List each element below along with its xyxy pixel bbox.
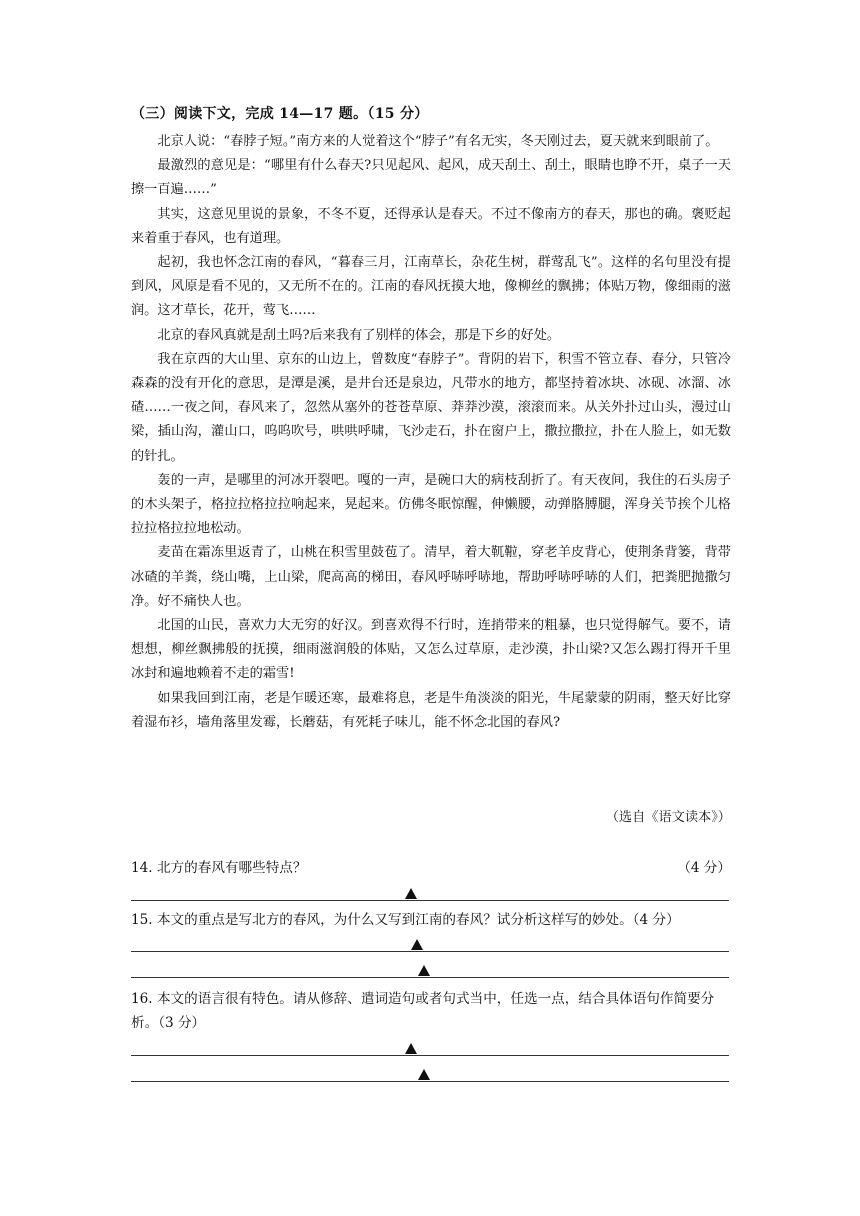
- question-15-text: 15. 本文的重点是写北方的春风，为什么又写到江南的春风？试分析这样写的妙处。（4 分）: [131, 912, 680, 928]
- source-citation: （选自《语文读本》）: [605, 810, 731, 825]
- question-16-text: 16. 本文的语言很有特色。请从修辞、遣词造句或者句式当中，任选一点，结合具体语句作简要分析。（3 分）: [131, 991, 715, 1031]
- question-14-score: （4 分）: [677, 860, 731, 876]
- answer-line-16b[interactable]: [131, 1081, 729, 1082]
- paragraph-7: 轰的一声，是哪里的河冰开裂吧。嘎的一声，是碗口大的病枝刮折了。有天夜间，我住的石头房子的木头架子，格拉拉格拉拉响起来，晃起来。仿佛冬眠惊醒，伸懒腰，动弹胳膊腿，浑身关节挨个儿格拉拉格拉拉地松动。: [131, 472, 731, 537]
- paragraph-9: 北国的山民，喜欢力大无穷的好汉。到喜欢得不行时，连捎带来的粗暴，也只觉得解气。要不，请想想，柳丝飘拂般的抚摸，细雨滋润般的体贴，又怎么过草原，走沙漠，扑山梁?又怎么踢打得开千里冰封和遍地赖着不走的霜雪!: [131, 618, 731, 682]
- paragraph-6: 我在京西的大山里、京东的山边上，曾数度“春脖子”。背阴的岩下，积雪不管立春、春分，只管冷森森的没有开化的意思，是潭是溪，是井台还是泉边，凡带水的地方，都坚持着冰块、冰砚、冰溜、冰碴……一夜之间，春风来了，忽然从塞外的苍苍草原、莽莽沙漠，滚滚而来。从关外扑过山头，漫过山梁，插山沟，灌山口，呜呜吹号，哄哄呼啸，飞沙走石，扑在窗户上，撒拉撒拉，扑在人脸上，如无数的针扎。: [131, 351, 731, 464]
- answer-line-15a[interactable]: [131, 951, 729, 952]
- paragraph-4: 起初，我也怀念江南的春风，“暮春三月，江南草长，杂花生树，群莺乱飞”。这样的名句里没有提到风，风原是看不见的，又无所不在的。江南的春风抚摸大地，像柳丝的飘拂；体贴万物，像细雨的滋润。这才草长，花开，莺飞……: [131, 255, 731, 319]
- answer-marker-icon: [418, 1069, 430, 1080]
- paragraph-8: 麦苗在霜冻里返青了，山桃在积雪里鼓苞了。清早，着大靰鞡，穿老羊皮背心，使荆条背篓，背带冰碴的羊粪，绕山嘴，上山梁，爬高高的梯田，春风呼哧呼哧地，帮助呼哧呼哧的人们，把粪肥抛撒匀净。好不痛快人也。: [131, 545, 731, 609]
- answer-marker-icon: [411, 939, 423, 950]
- paragraph-3: 其实，这意见里说的景象，不冬不夏，还得承认是春天。不过不像南方的春天，那也的确。褒贬起来着重于春风，也有道理。: [131, 206, 731, 246]
- answer-line-15b[interactable]: [131, 977, 729, 978]
- paragraph-1: 北京人说：“春脖子短。”南方来的人觉着这个“脖子”有名无实，冬天刚过去，夏天就来到眼前了。: [157, 134, 719, 149]
- answer-line-16a[interactable]: [131, 1055, 729, 1056]
- section-title: （三）阅读下文，完成 14—17 题。（15 分）: [131, 106, 429, 122]
- reading-passage: [131, 130, 731, 735]
- question-14-text: 14. 北方的春风有哪些特点？: [131, 860, 307, 876]
- answer-marker-icon: [418, 965, 430, 976]
- paragraph-2: 最激烈的意见是：“哪里有什么春天?只见起风、起风，成天刮土、刮土，眼睛也睁不开，桌子一天擦一百遍……”: [131, 158, 731, 198]
- answer-marker-icon: [405, 888, 417, 899]
- paragraph-5: 北京的春风真就是刮土吗?后来我有了别样的体会，那是下乡的好处。: [157, 327, 561, 343]
- paragraph-10: 如果我回到江南，老是乍暖还寒，最难将息，老是牛角淡淡的阳光，牛尾蒙蒙的阴雨，整天好比穿着湿布衫，墙角落里发霉，长蘑菇，有死耗子味儿，能不怀念北国的春风?: [131, 690, 731, 730]
- question-16: [131, 987, 731, 1035]
- question-15: [131, 908, 731, 932]
- answer-marker-icon: [405, 1043, 417, 1054]
- answer-line-14[interactable]: [131, 900, 729, 901]
- question-14: [131, 856, 731, 880]
